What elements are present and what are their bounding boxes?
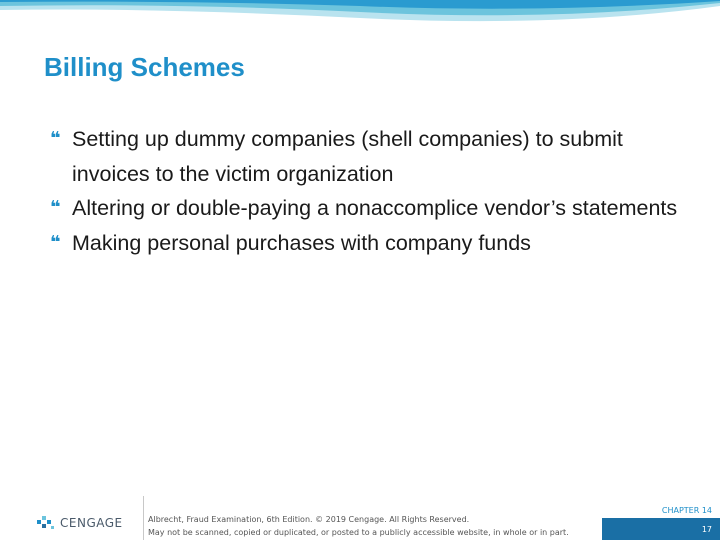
bullet-text: Altering or double-paying a nonaccomplice vendor’s statements (72, 196, 678, 220)
bullet-item (50, 122, 690, 191)
bullet-text: Making personal purchases with company funds (72, 230, 531, 255)
bullet-arrow-icon: ❝ (50, 128, 61, 148)
copyright-line: Albrecht, Fraud Examination, 6th Edition. © 2019 Cengage. All Rights Reserved. (148, 515, 470, 524)
bullet-text: Setting up dummy companies (shell companies) to submit invoices to the victim organization (72, 127, 623, 186)
bullet-item (50, 226, 690, 261)
bullet-item (50, 191, 690, 226)
footer-divider (143, 496, 144, 540)
header-wave-decoration (0, 0, 720, 30)
chapter-label: CHAPTER 14 (661, 506, 712, 515)
copyright-line: May not be scanned, copied or duplicated, or posted to a publicly accessible website, in whole or in part. (148, 527, 569, 537)
page-number: 17 (701, 525, 712, 534)
bullet-arrow-icon: ❝ (50, 197, 61, 217)
slide-title: Billing Schemes (44, 52, 245, 82)
bullet-arrow-icon: ❝ (50, 231, 61, 252)
logo-text: CENGAGE (60, 516, 123, 530)
copyright-notice (148, 514, 569, 539)
bullet-list (50, 122, 690, 260)
cengage-logo (36, 514, 123, 532)
cengage-logo-icon (36, 514, 56, 532)
